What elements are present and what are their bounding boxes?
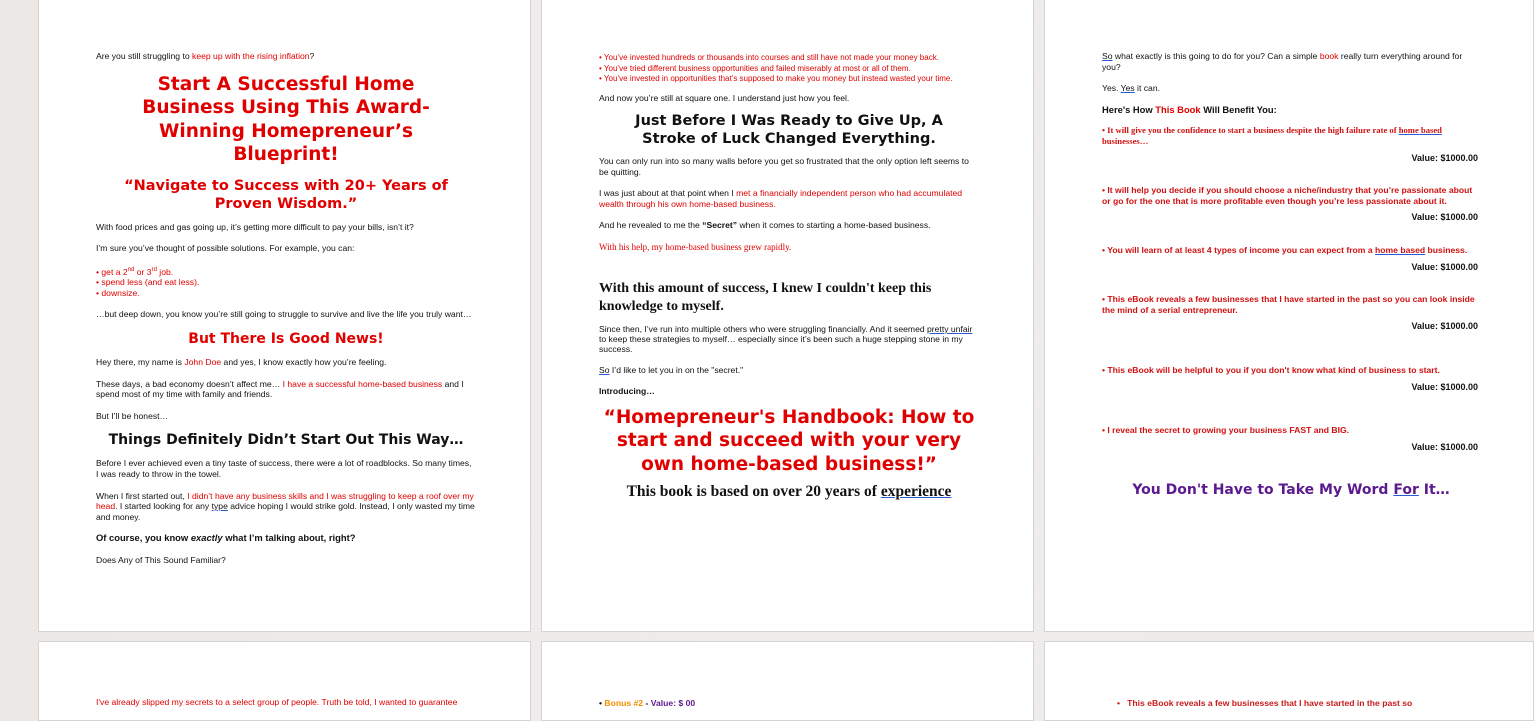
good-news-heading: But There Is Good News! [188, 331, 384, 348]
paragraph: Before I ever achieved even a tiny taste of success, there were a lot of roadblocks. So many times, I was ready to throw in the towel. [96, 458, 472, 479]
benefit-item: • I reveal the secret to growing your business FAST and BIG. [1102, 425, 1350, 436]
paragraph: With food prices and gas going up, it’s getting more difficult to pay your bills, isn’t it? [96, 221, 414, 232]
section-heading: Things Definitely Didn’t Start Out This Way… [108, 432, 464, 449]
paragraph: I’m sure you’ve thought of possible solutions. For example, you can: [96, 243, 355, 254]
experience-line: This book is based on over 20 years of experience [626, 483, 952, 501]
benefit-value: Value: $1000.00 [1411, 261, 1478, 272]
headline: Start A Successful Home Business Using This Award-Winning Homepreneur’s Blueprint! [142, 73, 430, 166]
list-item: • spend less (and eat less). [96, 277, 476, 288]
solutions-list [96, 265, 476, 299]
document-page-3[interactable] [1044, 0, 1534, 632]
paragraph: Since then, I’ve run into multiple others who were struggling financially. And it seemed pretty unfair to keep these strategies to myself… especially since it’s been such a huge stepping stone in my success. [599, 323, 973, 354]
page-content [599, 53, 979, 501]
list-item: • You’ve invested hundreds or thousands into courses and still have not made your money back. [599, 53, 979, 64]
page-content [96, 51, 476, 577]
paragraph: So I’d like to let you in on the "secret." [599, 364, 744, 375]
paragraph: I was just about at that point when I met a financially independent person who had accumulated wealth through his own home-based business. [599, 188, 963, 209]
list-item: • You’ve tried different business opportunities and failed miserably at most or all of them. [599, 64, 979, 75]
subheadline: “Navigate to Success with 20+ Years of Proven Wisdom.” [124, 177, 448, 212]
benefit-value: Value: $1000.00 [1411, 212, 1478, 223]
benefits-heading: Here's How This Book Will Benefit You: [1102, 103, 1277, 115]
paragraph: And now you’re still at square one. I understand just how you feel. [599, 92, 850, 103]
paragraph: Does Any of This Sound Familiar? [96, 554, 226, 565]
paragraph: Of course, you know exactly what I’m talking about, right? [96, 532, 356, 544]
list-item: • This eBook reveals a few businesses that I have started in the past so [1117, 698, 1413, 708]
paragraph: You can only run into so many walls before you get so frustrated that the only option left seems to be quitting. [599, 156, 969, 177]
document-page-6[interactable] [1044, 641, 1534, 721]
paragraph: So what exactly is this going to do for you? Can a simple book really turn everything around for you? [1102, 51, 1463, 72]
spellcheck-word[interactable]: pretty unfair [927, 323, 973, 334]
list-item: • downsize. [96, 288, 476, 299]
list-item: • You’ve invested in opportunities that’s supposed to make you money but instead wasted your time. [599, 74, 979, 85]
benefit-value: Value: $1000.00 [1411, 381, 1478, 392]
paragraph: These days, a bad economy doesn’t affect me… I have a successful home-based business and I spend most of my time with family and friends. [96, 378, 464, 400]
paragraph: When I first started out, I didn’t have any business skills and I was struggling to keep a roof over my head. I started looking for any type advice hoping I would strike gold. Instead, I only wasted my time and money. [96, 490, 475, 522]
document-page-4[interactable] [38, 641, 531, 721]
page-content [1102, 51, 1480, 499]
opening-question: Are you still struggling to keep up with the rising inflation? [96, 51, 315, 61]
bonus-line: • Bonus #2 - Value: $ 00 [599, 698, 696, 708]
paragraph: Yes. Yes it can. [1102, 83, 1160, 94]
section-heading: Just Before I Was Ready to Give Up, A Stroke of Luck Changed Everything. [635, 113, 943, 148]
benefit-item: • It will help you decide if you should choose a niche/industry that you’re passionate about or go for the one that is more profitable even though you’re less passionate about it. [1102, 185, 1473, 206]
paragraph: I've already slipped my secrets to a select group of people. Truth be told, I wanted to guarantee [96, 697, 458, 707]
benefit-item: • This eBook will be helpful to you if you don't know what kind of business to start. [1102, 364, 1440, 375]
section-heading: With this amount of success, I knew I couldn't keep this knowledge to myself. [599, 280, 932, 314]
list-item: • get a 2nd or 3rd job. [96, 265, 476, 277]
paragraph: Hey there, my name is John Doe and yes, I know exactly how you’re feeling. [96, 357, 387, 368]
paragraph: Introducing… [599, 386, 655, 397]
paragraph: And he revealed to me the “Secret” when it comes to starting a home-based business. [599, 220, 931, 231]
benefit-value: Value: $1000.00 [1411, 152, 1478, 163]
familiar-list [599, 53, 979, 85]
benefit-value: Value: $1000.00 [1411, 441, 1478, 452]
document-page-2[interactable] [541, 0, 1034, 632]
spellcheck-word[interactable]: type [211, 501, 228, 512]
testimonial-heading: You Don't Have to Take My Word For It… [1132, 482, 1450, 499]
paragraph: …but deep down, you know you’re still going to struggle to survive and live the life you truly want… [96, 309, 472, 320]
benefit-item: • This eBook reveals a few businesses that I have started in the past so you can look inside the mind of a serial entrepreneur. [1102, 294, 1475, 315]
benefit-item: • You will learn of at least 4 types of income you can expect from a home based business. [1102, 244, 1468, 255]
benefit-item: • It will give you the confidence to start a business despite the high failure rate of home based businesses… [1102, 125, 1442, 146]
document-page-1[interactable] [38, 0, 531, 632]
paragraph: But I’ll be honest… [96, 410, 169, 421]
benefit-value: Value: $1000.00 [1411, 321, 1478, 332]
document-page-5[interactable] [541, 641, 1034, 721]
paragraph: With his help, my home-based business grew rapidly. [599, 242, 792, 253]
product-title: “Homepreneur's Handbook: How to start and succeed with your very own home-based business!” [603, 406, 975, 475]
